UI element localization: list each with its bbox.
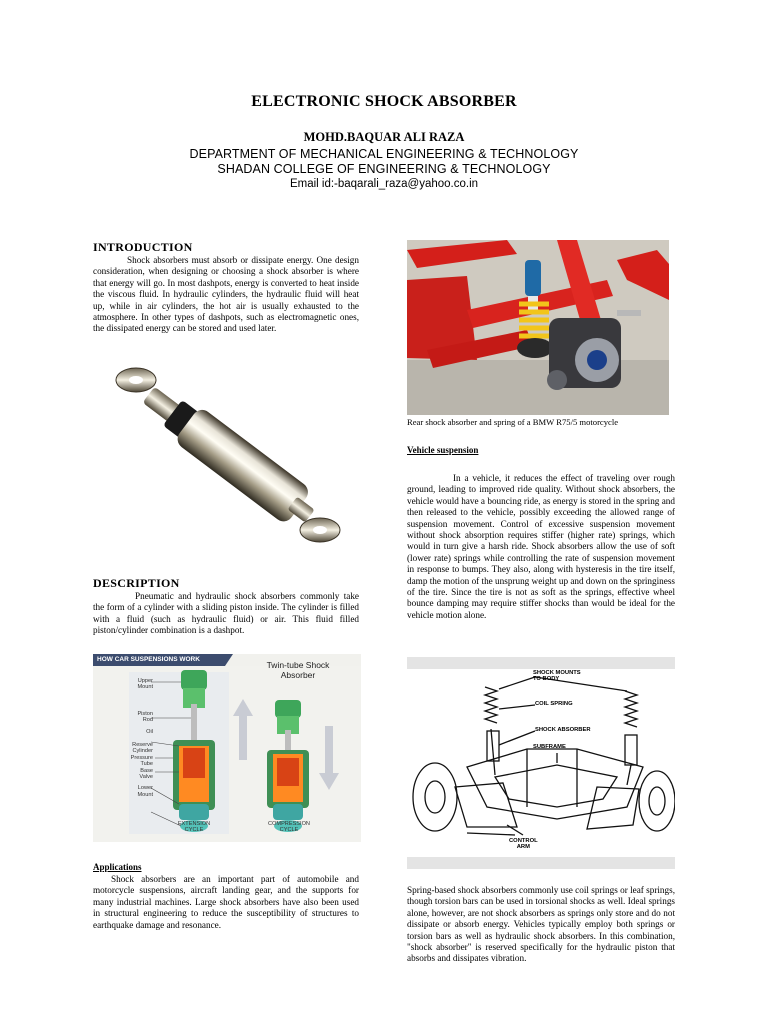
author-email: Email id:-baqarali_raza@yahoo.co.in — [289, 178, 479, 190]
twin-tube-diagram — [93, 654, 361, 842]
vehicle-suspension-heading: Vehicle suspension — [407, 445, 479, 455]
introduction-heading: INTRODUCTION — [93, 240, 193, 254]
shock-absorber-photo — [108, 362, 353, 550]
department: DEPARTMENT OF MECHANICAL ENGINEERING & TECHNOLOGY — [189, 147, 579, 161]
control-arm-label: CONTROL ARM — [509, 838, 538, 851]
twin-tube-title-line1: Twin-tube Shock — [266, 660, 330, 670]
motorcycle-shock-photo — [407, 240, 669, 415]
twin-tube-title-line2: Absorber — [280, 670, 316, 680]
compression-cycle-label: COMPRESSION CYCLE — [268, 821, 310, 834]
introduction-text: Shock absorbers must absorb or dissipate energy. One design consideration, when designing or choosing a shock absorber is where that energy will go. In most dashpots, energy is converted to heat inside the viscous fluid. In hydraulic cylinders, the hydraulic fluid will heat up, while in air cylinders, the hot air is usually exhausted to the atmosphere. In other types of dashpots, such as electromagnetic ones, the dissipated energy can be stored and used later. — [93, 255, 359, 334]
college: SHADAN COLLEGE OF ENGINEERING & TECHNOLOGY — [217, 162, 551, 176]
subframe-label: SUBFRAME — [533, 744, 566, 750]
twin-tube-labels: Upper Mount Piston Rod Oil Reserve Cylinder Pressure Tube Base Valve Lower Mount — [130, 678, 153, 798]
twin-tube-banner: HOW CAR SUSPENSIONS WORK — [97, 656, 200, 663]
spring-based-text: Spring-based shock absorbers commonly use coil springs or leaf springs, though torsion bars can be used in torsional shocks as well. Ideal springs alone, however, are not shock absorbers as springs only store and do not dissipate or absorb energy. Vehicles typically employ both springs or torsion bars as well as hydraulic shock absorbers. In this combination, "shock absorber" is reserved specifically for the hydraulic piston that absorbs and dissipates vibration. — [407, 885, 675, 964]
coil-spring-label: COIL SPRING — [535, 701, 573, 707]
shock-mounts-label: SHOCK MOUNTS TO BODY — [533, 670, 581, 683]
twin-tube-title — [243, 660, 353, 680]
author-name: MOHD.BAQUAR ALI RAZA — [303, 130, 465, 144]
motorcycle-photo-caption: Rear shock absorber and spring of a BMW R75/5 motorcycle — [407, 417, 619, 427]
applications-heading: Applications — [93, 862, 142, 872]
paper-title: ELECTRONIC SHOCK ABSORBER — [251, 93, 517, 110]
extension-cycle-label: EXTENSION CYCLE — [177, 821, 211, 834]
description-heading: DESCRIPTION — [93, 576, 180, 590]
suspension-diagram — [407, 657, 675, 869]
vehicle-suspension-text: In a vehicle, it reduces the effect of traveling over rough ground, leading to improved ride quality. Without shock absorbers, the vehicle would have a bouncing ride, as energy is stored in the spring and then released to the vehicle, possibly exceeding the allowed range of suspension movement. Control of excessive suspension movement without shock absorption requires stiffer (higher rate) springs, which would in turn give a harsh ride. Shock absorbers allow the use of soft (lower rate) springs while controlling the rate of suspension movement in response to bumps. They also, along with hysteresis in the tire itself, damp the motion of the unsprung weight up and down on the springiness of the tire. Since the tire is not as soft as the springs, effective wheel bounce damping may require stiffer shocks than would be ideal for the vehicle motion alone. — [407, 473, 675, 620]
description-text: Pneumatic and hydraulic shock absorbers commonly take the form of a cylinder with a sliding piston inside. The cylinder is filled with a fluid (such as hydraulic fluid) or air. This fluid filled piston/cylinder combination is a dashpot. — [93, 591, 359, 636]
shock-absorber-label: SHOCK ABSORBER — [535, 727, 591, 733]
applications-text: Shock absorbers are an important part of automobile and motorcycle suspensions, aircraft landing gear, and the supports for many industrial machines. Large shock absorbers have also been used in structural engineering to reduce the susceptibility of structures to earthquake damage and resonance. — [93, 874, 359, 930]
